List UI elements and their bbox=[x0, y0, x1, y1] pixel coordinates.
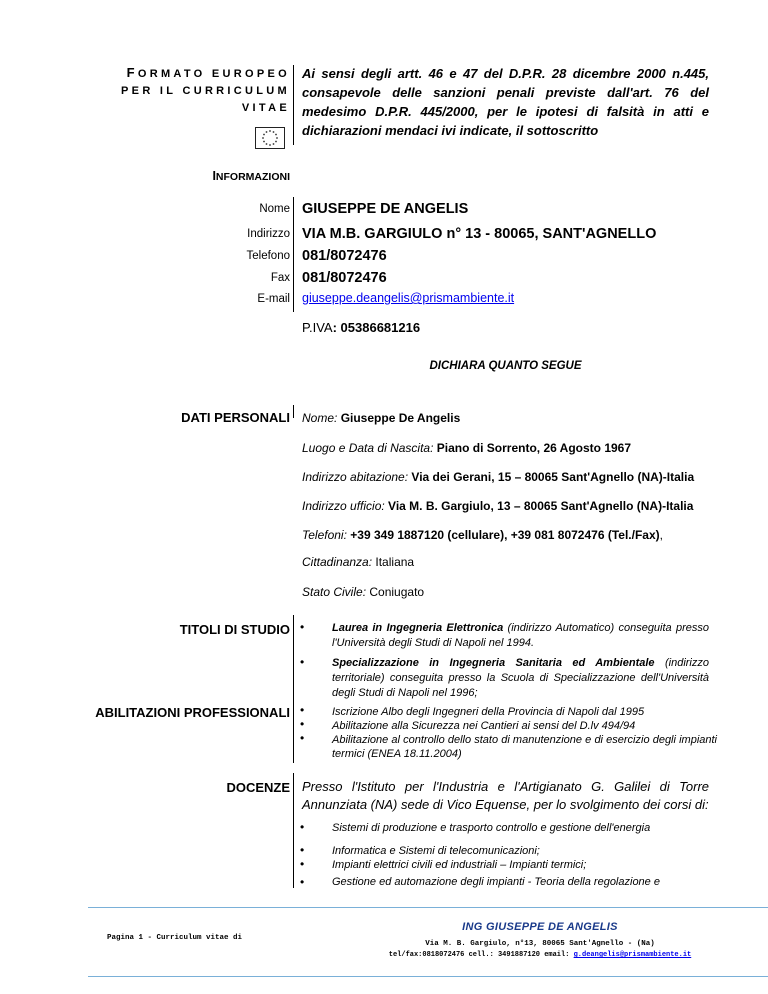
personal-stato-civile: Stato Civile: Coniugato bbox=[302, 585, 425, 599]
section-docenze: DOCENZE bbox=[226, 780, 290, 795]
label-nome: Nome bbox=[259, 203, 290, 215]
column-divider-abil bbox=[293, 703, 294, 763]
footer-page-label: Pagina 1 - Curriculum vitae di bbox=[107, 934, 243, 942]
footer-contact: tel/fax:0818072476 cell.: 3491887120 email: g.deangelis@prismambiente.it bbox=[388, 951, 692, 959]
section-abilitazioni: ABILITAZIONI PROFESSIONALI bbox=[95, 705, 290, 720]
bullet-icon: • bbox=[300, 717, 305, 731]
personal-ufficio: Indirizzo ufficio: Via M. B. Gargiulo, 13 – 80065 Sant'Agnello (NA)-Italia bbox=[302, 499, 694, 513]
bullet-icon: • bbox=[300, 655, 305, 669]
personal-nascita: Luogo e Data di Nascita: Piano di Sorrento, 26 Agosto 1967 bbox=[302, 441, 632, 455]
studio-specializzazione: Specializzazione in Ingegneria Sanitaria ed Ambientale (indirizzo territoriale) conseguita presso la Scuola di Specializzazione dell'Università degli Studi di Napoli nel 1996; bbox=[332, 657, 709, 699]
footer-divider-bottom bbox=[88, 976, 768, 977]
section-titoli-studio: TITOLI DI STUDIO bbox=[179, 622, 290, 637]
column-divider-top bbox=[293, 65, 294, 145]
footer-name: ING GIUSEPPE DE ANGELIS bbox=[462, 921, 618, 933]
bullet-icon: • bbox=[300, 875, 305, 889]
value-indirizzo: VIA M.B. GARGIULO n° 13 - 80065, SANT'AGNELLO bbox=[302, 226, 657, 242]
bullet-icon: • bbox=[300, 703, 305, 717]
personal-nome: Nome: Giuseppe De Angelis bbox=[302, 411, 461, 425]
dichiara-heading: DICHIARA QUANTO SEGUE bbox=[429, 360, 582, 372]
piva: P.IVA: 05386681216 bbox=[302, 320, 421, 335]
eu-flag-icon bbox=[255, 127, 285, 149]
value-telefono: 081/8072476 bbox=[302, 248, 387, 264]
docenze-item: Informatica e Sistemi di telecomunicazioni; bbox=[332, 845, 540, 857]
docenze-item: Gestione ed automazione degli impianti - Teoria della regolazione e bbox=[332, 876, 660, 888]
footer-divider-top bbox=[88, 907, 768, 908]
value-fax: 081/8072476 bbox=[302, 270, 387, 286]
personal-telefoni: Telefoni: +39 349 1887120 (cellulare), +39 081 8072476 (Tel./Fax), bbox=[302, 528, 663, 542]
footer-address: Via M. B. Gargiulo, n°13, 80065 Sant'Agnello - (Na) bbox=[425, 940, 655, 948]
abil-item: Abilitazione al controllo dello stato di manutenzione e di esercizio degli impianti termici (ENEA 18.11.2004) bbox=[332, 734, 717, 760]
section-dati-personali: DATI PERSONALI bbox=[181, 410, 290, 425]
legal-declaration: Ai sensi degli artt. 46 e 47 del D.P.R. 28 dicembre 2000 n.445, consapevole delle sanzioni penali previste dall'art. 76 del medesimo D.P.R. 445/2000, per le ipotesi di falsità in atti e dichiarazioni mendaci ivi indicate, il sottoscritto bbox=[302, 66, 709, 138]
column-divider-studio bbox=[293, 615, 294, 710]
abil-item: Iscrizione Albo degli Ingegneri della Provincia di Napoli dal 1995 bbox=[332, 706, 645, 718]
label-email: E-mail bbox=[257, 293, 290, 305]
abil-item: Abilitazione alla Sicurezza nei Cantieri ai sensi del D.lv 494/94 bbox=[332, 720, 636, 732]
docenze-item: Sistemi di produzione e trasporto controllo e gestione dell'energia bbox=[332, 822, 651, 834]
label-fax: Fax bbox=[270, 272, 290, 284]
email-link[interactable]: giuseppe.deangelis@prismambiente.it bbox=[302, 291, 515, 305]
docenze-intro: Presso l'Istituto per l'Industria e l'Artigianato G. Galilei di Torre Annunziata (NA) sede di Vico Equense, per lo svolgimento dei corsi di: bbox=[302, 779, 709, 812]
docenze-item: Impianti elettrici civili ed industriali – Impianti termici; bbox=[332, 859, 587, 871]
bullet-icon: • bbox=[300, 820, 305, 834]
personal-cittadinanza: Cittadinanza: Italiana bbox=[302, 555, 415, 569]
bullet-icon: • bbox=[300, 843, 305, 857]
bullet-icon: • bbox=[300, 731, 305, 745]
studio-laurea: Laurea in Ingegneria Elettronica (indirizzo Automatico) conseguita presso l'Università degli Studi di Napoli nel 1994. bbox=[332, 622, 709, 649]
bullet-icon: • bbox=[300, 857, 305, 871]
section-informazioni: INFORMAZIONI bbox=[212, 169, 290, 183]
column-divider-info bbox=[293, 197, 294, 312]
column-divider-docenze bbox=[293, 773, 294, 888]
label-telefono: Telefono bbox=[246, 250, 290, 262]
footer-email-link[interactable]: g.deangelis@prismambiente.it bbox=[573, 951, 692, 959]
column-divider-personal bbox=[293, 405, 294, 418]
label-indirizzo: Indirizzo bbox=[247, 228, 290, 240]
cv-format-title: FORMATO EUROPEO PER IL CURRICULUM VITAE bbox=[121, 65, 290, 114]
value-nome: GIUSEPPE DE ANGELIS bbox=[302, 201, 469, 217]
personal-abitazione: Indirizzo abitazione: Via dei Gerani, 15 – 80065 Sant'Agnello (NA)-Italia bbox=[302, 470, 695, 484]
bullet-icon: • bbox=[300, 620, 305, 634]
